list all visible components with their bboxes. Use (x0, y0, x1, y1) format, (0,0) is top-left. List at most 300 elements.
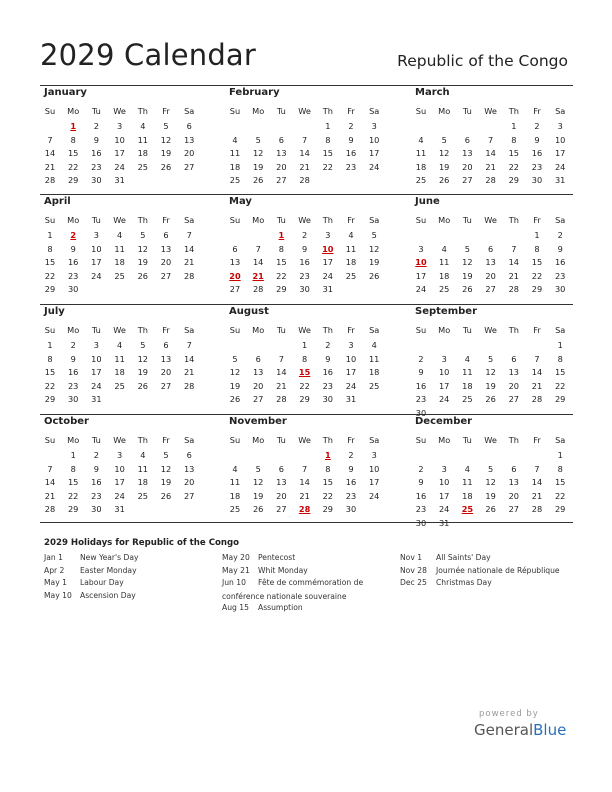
day-cell: 3 (371, 450, 377, 460)
weekday-label: Sa (555, 215, 566, 225)
day-cell: 9 (93, 134, 99, 145)
weekday-label: We (113, 106, 126, 116)
weekday-label: Mo (252, 106, 265, 116)
day-cell: 9 (70, 353, 76, 364)
weekday-label: Mo (252, 435, 265, 445)
day-cell: 21 (485, 161, 496, 172)
day-cell: 21 (183, 257, 195, 268)
day-cell: 28 (299, 175, 310, 186)
day-cell: 31 (345, 394, 357, 405)
day-cell: 12 (462, 257, 473, 268)
day-cell: 22 (299, 380, 310, 391)
day-cell: 9 (70, 243, 76, 254)
day-cell: 16 (415, 380, 427, 391)
day-cell: 19 (137, 257, 148, 268)
day-cell: 10 (438, 367, 450, 378)
day-cell: 13 (485, 257, 496, 268)
day-cell: 29 (276, 284, 287, 295)
day-cell: 5 (140, 230, 146, 240)
day-cell: 24 (322, 270, 333, 281)
day-cell: 29 (554, 394, 566, 405)
day-cell: 11 (137, 463, 148, 474)
day-cell: 13 (462, 148, 473, 159)
holiday-date: May 20 (222, 553, 250, 562)
day-cell: 15 (554, 477, 566, 488)
weekday-label: Th (322, 106, 333, 116)
day-cell: 17 (554, 148, 566, 159)
day-cell: 27 (183, 490, 195, 501)
day-cell: 7 (186, 230, 192, 240)
day-cell: 11 (345, 243, 357, 254)
day-cell: 16 (415, 490, 427, 501)
day-cell: 28 (531, 394, 543, 405)
day-cell: 19 (160, 148, 172, 159)
day-cell: 28 (44, 175, 56, 186)
day-cell: 26 (137, 380, 148, 391)
day-cell: 3 (348, 340, 354, 350)
day-cell: 19 (160, 477, 172, 488)
day-cell: 5 (232, 353, 238, 364)
day-cell: 4 (116, 340, 123, 350)
day-cell: 20 (485, 270, 496, 281)
day-cell: 22 (44, 270, 56, 281)
weekday-label: Sa (184, 435, 195, 445)
day-cell: 10 (345, 353, 357, 364)
day-cell: 17 (438, 380, 450, 391)
day-cell: 22 (67, 161, 79, 172)
holiday-date: Nov 1 (400, 553, 423, 562)
day-cell: 19 (485, 490, 496, 501)
weekday-label: We (298, 435, 311, 445)
day-cell: 9 (557, 243, 563, 254)
day-cell: 16 (91, 477, 102, 488)
day-cell: 2 (418, 463, 424, 474)
month-name: May (229, 196, 252, 207)
weekday-label: Mo (438, 325, 451, 335)
month-name: March (415, 87, 450, 98)
day-cell: 14 (299, 148, 310, 159)
day-cell: 8 (534, 243, 540, 254)
day-cell: 24 (114, 490, 125, 501)
day-cell: 29 (44, 394, 56, 405)
day-cell: 16 (322, 367, 333, 378)
weekday-label: Mo (438, 215, 451, 225)
weekday-label: Fr (533, 325, 541, 335)
day-cell: 24 (114, 161, 125, 172)
day-cell: 24 (554, 161, 566, 172)
day-cell: 7 (186, 340, 192, 350)
day-cell: 28 (44, 504, 56, 515)
weekday-label: We (113, 215, 126, 225)
weekday-label: Fr (162, 435, 170, 445)
day-cell: 30 (415, 518, 427, 528)
holiday-name: Whit Monday (258, 565, 308, 575)
day-cell: 28 (485, 175, 496, 186)
day-cell: 9 (301, 243, 308, 254)
holiday-date: Aug 15 (222, 603, 249, 613)
day-cell: 14 (183, 353, 195, 364)
holiday-date: Jan 1 (44, 553, 63, 562)
day-cell: 18 (368, 367, 380, 378)
day-cell: 6 (255, 353, 261, 364)
month-name: June (415, 196, 440, 207)
day-cell: 12 (160, 134, 172, 145)
day-cell: 21 (299, 490, 310, 501)
day-cell: 27 (508, 504, 519, 515)
weekday-label: Fr (533, 435, 541, 445)
day-cell: 3 (441, 463, 447, 474)
day-cell: 15 (67, 148, 79, 159)
weekday-label: Sa (555, 435, 566, 445)
day-cell: 4 (464, 353, 470, 364)
month-name: November (229, 416, 287, 427)
weekday-label: Th (322, 215, 333, 225)
day-cell: 17 (368, 477, 380, 488)
day-cell: 20 (160, 257, 172, 268)
day-cell: 25 (368, 380, 380, 391)
day-cell: 5 (140, 340, 146, 350)
day-cell: 18 (114, 367, 125, 378)
holidays-title: 2029 Holidays for Republic of the Congo (44, 538, 240, 548)
holiday-name: Labour Day (80, 578, 124, 588)
weekday-label: We (484, 325, 497, 335)
day-cell: 8 (301, 353, 308, 364)
day-cell: 9 (348, 463, 354, 474)
holiday-day-cell: 28 (298, 504, 311, 515)
weekday-label: Tu (462, 106, 472, 116)
day-cell: 11 (114, 243, 125, 254)
day-cell: 6 (232, 243, 238, 254)
day-cell: 14 (299, 477, 310, 488)
month-row-separator (40, 304, 573, 305)
day-cell: 31 (554, 175, 566, 186)
day-cell: 4 (232, 463, 238, 474)
day-cell: 11 (438, 257, 450, 268)
day-cell: 21 (531, 380, 543, 391)
day-cell: 18 (229, 490, 241, 501)
day-cell: 30 (91, 175, 102, 186)
day-cell: 31 (322, 284, 333, 295)
day-cell: 25 (114, 380, 125, 391)
day-cell: 18 (345, 257, 357, 268)
day-cell: 8 (47, 353, 53, 364)
day-cell: 1 (70, 450, 76, 460)
day-cell: 24 (345, 380, 357, 391)
day-cell: 20 (508, 380, 519, 391)
day-cell: 1 (534, 230, 540, 240)
day-cell: 9 (93, 463, 99, 474)
holiday-name: Journée nationale de République (436, 565, 560, 575)
day-cell: 28 (183, 380, 195, 391)
day-cell: 3 (325, 230, 331, 240)
day-cell: 12 (160, 463, 172, 474)
day-cell: 29 (322, 504, 333, 515)
weekday-label: Sa (184, 106, 195, 116)
holiday-date: May 21 (222, 565, 250, 575)
calendar-bottom-separator (40, 522, 573, 523)
weekday-label: Su (229, 435, 241, 445)
day-cell: 14 (44, 477, 56, 488)
day-cell: 21 (531, 490, 543, 501)
day-cell: 27 (183, 161, 195, 172)
weekday-label: Th (508, 435, 519, 445)
weekday-label: Tu (91, 325, 101, 335)
day-cell: 15 (322, 148, 333, 159)
day-cell: 15 (554, 367, 566, 378)
day-cell: 11 (114, 353, 125, 364)
day-cell: 25 (415, 175, 427, 186)
month-name: September (415, 306, 477, 317)
weekday-label: We (298, 215, 311, 225)
day-cell: 29 (67, 175, 79, 186)
holiday-name: Fête de commémoration de (258, 578, 364, 588)
day-cell: 6 (186, 121, 192, 131)
holiday-date: Apr 2 (44, 565, 65, 575)
day-cell: 22 (508, 161, 519, 172)
day-cell: 12 (137, 243, 148, 254)
brand-general: General (474, 721, 534, 739)
day-cell: 14 (276, 367, 287, 378)
weekday-label: Th (508, 215, 519, 225)
day-cell: 2 (534, 121, 540, 131)
day-cell: 22 (554, 490, 566, 501)
day-cell: 24 (91, 380, 102, 391)
day-cell: 27 (229, 284, 241, 295)
day-cell: 26 (252, 504, 264, 515)
day-cell: 3 (93, 340, 99, 350)
day-cell: 8 (557, 463, 563, 474)
day-cell: 9 (534, 134, 540, 145)
day-cell: 23 (345, 161, 357, 172)
day-cell: 2 (348, 121, 354, 131)
weekday-label: Tu (276, 215, 286, 225)
day-cell: 20 (183, 477, 195, 488)
day-cell: 3 (418, 243, 424, 254)
day-cell: 22 (322, 161, 333, 172)
day-cell: 22 (44, 380, 56, 391)
day-cell: 6 (511, 463, 517, 474)
day-cell: 14 (183, 243, 195, 254)
day-cell: 28 (252, 284, 264, 295)
day-cell: 10 (91, 243, 102, 254)
weekday-label: Tu (91, 106, 101, 116)
day-cell: 4 (464, 463, 470, 474)
day-cell: 27 (252, 394, 264, 405)
day-cell: 26 (229, 394, 241, 405)
day-cell: 24 (415, 284, 427, 295)
day-cell: 6 (163, 340, 169, 350)
day-cell: 29 (67, 504, 79, 515)
day-cell: 23 (91, 161, 102, 172)
day-cell: 12 (438, 148, 450, 159)
day-cell: 20 (183, 148, 195, 159)
day-cell: 27 (276, 175, 287, 186)
weekday-label: Mo (438, 106, 451, 116)
day-cell: 2 (325, 340, 331, 350)
day-cell: 23 (415, 394, 427, 405)
day-cell: 13 (508, 367, 519, 378)
weekday-label: Tu (91, 215, 101, 225)
day-cell: 26 (438, 175, 450, 186)
day-cell: 3 (116, 450, 123, 460)
day-cell: 16 (345, 148, 357, 159)
day-cell: 15 (44, 257, 56, 268)
day-cell: 8 (70, 463, 76, 474)
holiday-name: All Saints' Day (436, 553, 491, 562)
weekday-label: Fr (533, 215, 541, 225)
day-cell: 25 (345, 270, 357, 281)
day-cell: 6 (487, 243, 494, 254)
day-cell: 5 (487, 463, 494, 474)
day-cell: 7 (47, 134, 53, 145)
day-cell: 31 (114, 175, 125, 186)
month-row-separator (40, 85, 573, 86)
weekday-label: Mo (67, 106, 80, 116)
weekday-label: We (484, 106, 497, 116)
day-cell: 16 (67, 257, 79, 268)
weekday-label: We (298, 106, 311, 116)
day-cell: 13 (508, 477, 519, 488)
day-cell: 15 (508, 148, 519, 159)
day-cell: 6 (278, 463, 284, 474)
day-cell: 23 (299, 270, 310, 281)
day-cell: 22 (322, 490, 333, 501)
day-cell: 5 (163, 121, 169, 131)
holiday-day-cell: 25 (461, 504, 474, 515)
day-cell: 17 (114, 148, 125, 159)
day-cell: 13 (276, 148, 287, 159)
day-cell: 3 (557, 121, 563, 131)
day-cell: 30 (91, 504, 102, 515)
holiday-day-cell: 10 (322, 243, 334, 254)
day-cell: 17 (415, 270, 427, 281)
day-cell: 8 (325, 463, 331, 474)
weekday-label: Su (44, 435, 56, 445)
day-cell: 22 (554, 380, 566, 391)
weekday-label: Su (415, 435, 427, 445)
day-cell: 26 (160, 490, 172, 501)
day-cell: 17 (368, 148, 380, 159)
day-cell: 27 (508, 394, 519, 405)
weekday-label: We (298, 325, 311, 335)
day-cell: 27 (462, 175, 473, 186)
day-cell: 2 (557, 230, 563, 240)
holiday-date: May 10 (44, 590, 72, 600)
day-cell: 13 (183, 463, 195, 474)
day-cell: 29 (508, 175, 519, 186)
day-cell: 7 (534, 353, 540, 364)
day-cell: 12 (229, 367, 241, 378)
weekday-label: Tu (276, 106, 286, 116)
day-cell: 19 (137, 367, 148, 378)
holiday-name: Easter Monday (80, 565, 137, 575)
day-cell: 11 (462, 477, 473, 488)
weekday-label: Mo (438, 435, 451, 445)
weekday-label: Su (229, 106, 241, 116)
day-cell: 18 (114, 257, 125, 268)
day-cell: 10 (114, 463, 125, 474)
day-cell: 7 (47, 463, 53, 474)
day-cell: 18 (137, 148, 148, 159)
day-cell: 21 (44, 490, 56, 501)
weekday-label: Su (415, 215, 427, 225)
weekday-label: Sa (555, 325, 566, 335)
day-cell: 6 (163, 230, 169, 240)
weekday-label: Tu (462, 325, 472, 335)
weekday-label: Th (137, 435, 148, 445)
holiday-name: Ascension Day (80, 590, 136, 600)
day-cell: 1 (557, 340, 563, 350)
weekday-label: We (484, 435, 497, 445)
weekday-label: Mo (67, 435, 80, 445)
day-cell: 25 (229, 504, 241, 515)
day-cell: 3 (441, 353, 447, 364)
day-cell: 16 (91, 148, 102, 159)
weekday-label: Mo (252, 215, 265, 225)
day-cell: 18 (415, 161, 427, 172)
day-cell: 12 (485, 367, 496, 378)
day-cell: 13 (160, 243, 172, 254)
day-cell: 27 (485, 284, 496, 295)
day-cell: 3 (116, 121, 123, 131)
day-cell: 25 (438, 284, 450, 295)
day-cell: 5 (255, 134, 261, 145)
weekday-label: Tu (276, 435, 286, 445)
day-cell: 11 (415, 148, 427, 159)
day-cell: 20 (508, 490, 519, 501)
day-cell: 5 (464, 243, 470, 254)
weekday-label: Fr (347, 106, 355, 116)
day-cell: 2 (93, 121, 99, 131)
day-cell: 16 (299, 257, 310, 268)
weekday-label: Su (44, 106, 56, 116)
day-cell: 24 (438, 394, 450, 405)
weekday-label: Tu (276, 325, 286, 335)
day-cell: 22 (67, 490, 79, 501)
weekday-label: Sa (555, 106, 566, 116)
day-cell: 5 (487, 353, 494, 364)
day-cell: 17 (91, 257, 102, 268)
day-cell: 9 (418, 367, 424, 378)
weekday-label: Fr (162, 325, 170, 335)
day-cell: 23 (91, 490, 102, 501)
page-title: 2029 Calendar (40, 38, 257, 72)
day-cell: 9 (348, 134, 354, 145)
day-cell: 19 (252, 490, 264, 501)
weekday-label: Fr (162, 215, 170, 225)
weekday-label: Th (322, 435, 333, 445)
day-cell: 7 (255, 243, 261, 254)
day-cell: 8 (47, 243, 53, 254)
day-cell: 23 (67, 380, 79, 391)
day-cell: 23 (322, 380, 333, 391)
weekday-label: Fr (533, 106, 541, 116)
weekday-label: Sa (369, 435, 380, 445)
day-cell: 17 (91, 367, 102, 378)
day-cell: 31 (114, 504, 125, 515)
day-cell: 10 (438, 477, 450, 488)
month-name: October (44, 416, 89, 427)
weekday-label: Su (415, 106, 427, 116)
day-cell: 4 (232, 134, 238, 145)
day-cell: 1 (557, 450, 563, 460)
generalblue-logo[interactable] (474, 721, 566, 739)
day-cell: 9 (418, 477, 424, 488)
day-cell: 1 (511, 121, 517, 131)
day-cell: 27 (276, 504, 287, 515)
day-cell: 30 (322, 394, 333, 405)
day-cell: 23 (554, 270, 566, 281)
